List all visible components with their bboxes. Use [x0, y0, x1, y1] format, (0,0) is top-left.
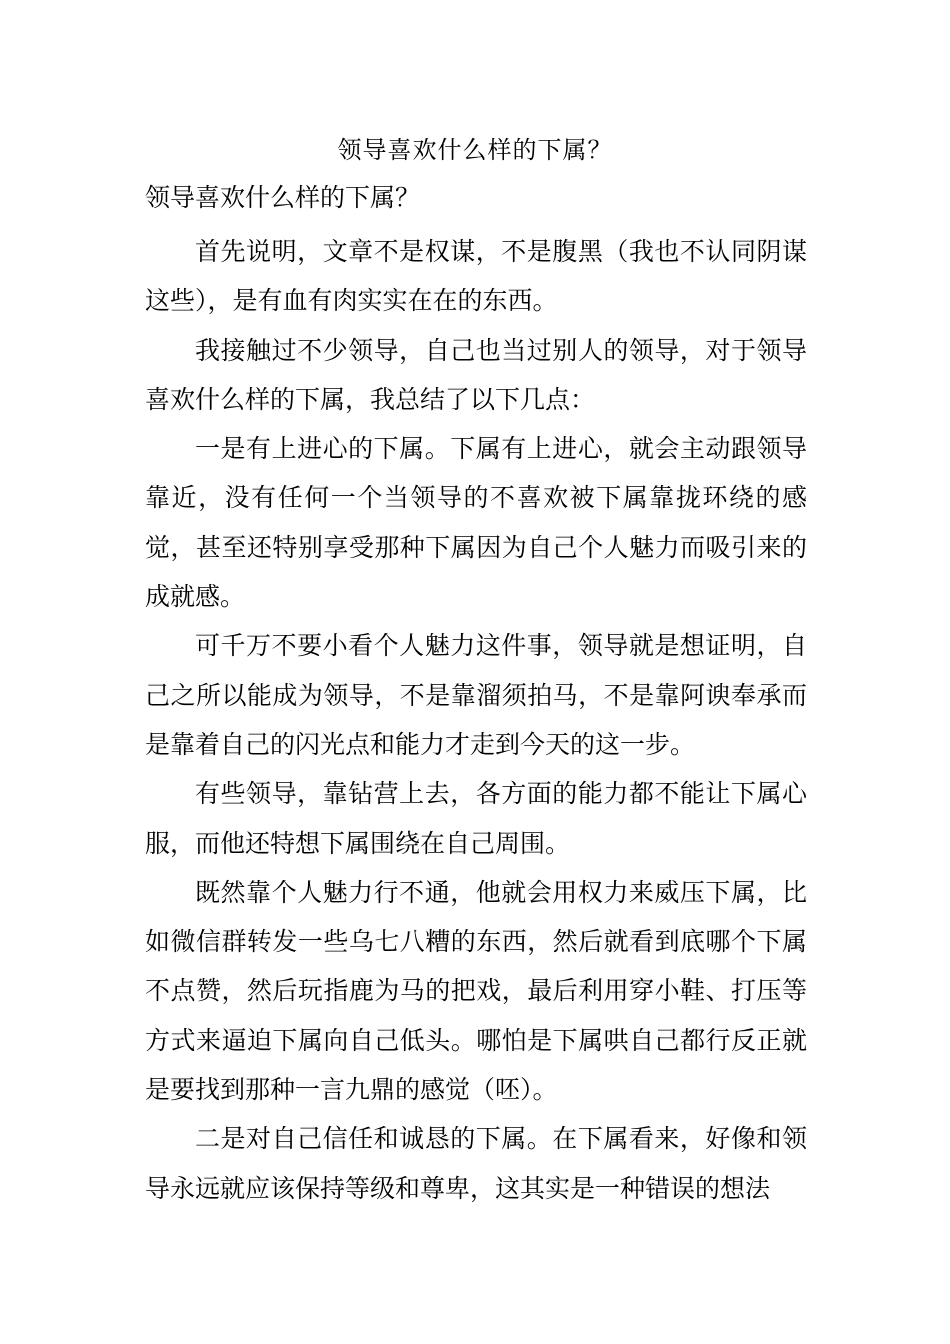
paragraph-intro: 首先说明，文章不是权谋，不是腹黑（我也不认同阴谋这些），是有血有肉实实在在的东西。 [145, 237, 807, 316]
paragraph-point-two: 二是对自己信任和诚恳的下属。在下属看来，好像和领导永远就应该保持等级和尊卑，这其实是一种错误的想法 [145, 1124, 807, 1203]
document-title: 领导喜欢什么样的下属？ [337, 136, 613, 164]
paragraph-summary: 我接触过不少领导，自己也当过别人的领导，对于领导喜欢什么样的下属，我总结了以下几点： [145, 335, 807, 414]
paragraph-charisma: 可千万不要小看个人魅力这件事，领导就是想证明，自己之所以能成为领导，不是靠溜须拍马，不是靠阿谀奉承而是靠着自己的闪光点和能力才走到今天的这一步。 [145, 631, 807, 759]
document-subtitle: 领导喜欢什么样的下属？ [145, 183, 421, 212]
paragraph-some-leaders: 有些领导，靠钻营上去，各方面的能力都不能让下属心服，而他还特想下属围绕在自己周围。 [145, 779, 807, 858]
paragraph-power: 既然靠个人魅力行不通，他就会用权力来威压下属，比如微信群转发一些乌七八糟的东西，然后就看到底哪个下属不点赞，然后玩指鹿为马的把戏，最后利用穿小鞋、打压等方式来逼迫下属向自己低头。哪怕是下属哄自己都行反正就是要找到那种一言九鼎的感觉（呸）。 [145, 877, 807, 1105]
paragraph-point-one: 一是有上进心的下属。下属有上进心，就会主动跟领导靠近，没有任何一个当领导的不喜欢被下属靠拢环绕的感觉，甚至还特别享受那种下属因为自己个人魅力而吸引来的成就感。 [145, 434, 807, 612]
document-body [145, 227, 807, 1213]
